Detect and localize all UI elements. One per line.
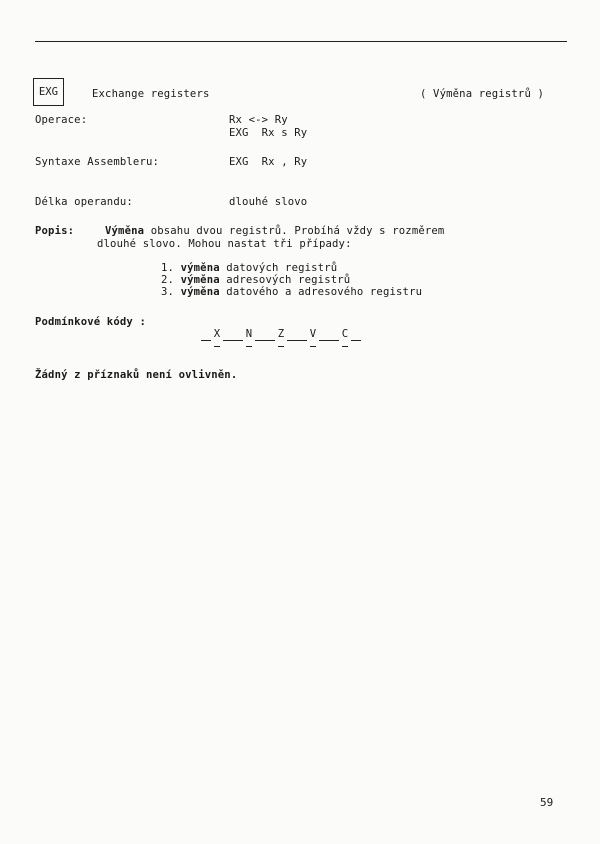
flags-note: Žádný z příznaků není ovlivněn. xyxy=(35,369,238,381)
delka-value: dlouhé slovo xyxy=(229,196,308,208)
condition-codes-label: Podmínkové kódy : xyxy=(35,316,146,328)
operace-label: Operace: xyxy=(35,114,88,126)
operace-line1: Rx <-> Ry xyxy=(229,114,288,126)
condition-flags xyxy=(200,328,362,341)
list-item: 3. výměna datového a adresového registru xyxy=(161,286,423,298)
popis-line1 xyxy=(105,225,444,237)
flag-x: X xyxy=(212,328,222,340)
syntaxe-value: EXG Rx , Ry xyxy=(229,156,308,168)
flag-separator xyxy=(351,328,361,341)
page-number: 59 xyxy=(540,796,554,809)
list-item: 2. výměna adresových registrů xyxy=(161,274,351,286)
mnemonic-box xyxy=(33,78,64,106)
flag-separator xyxy=(201,328,211,341)
popis-line1-rest: obsahu dvou registrů. Probíhá vždy s rozměrem xyxy=(144,225,445,237)
syntaxe-label: Syntaxe Assembleru: xyxy=(35,156,160,168)
flag-c: C xyxy=(340,328,350,340)
operace-line2: EXG Rx s Ry xyxy=(229,127,308,139)
flag-separator xyxy=(287,328,307,341)
cases-list xyxy=(161,262,422,298)
instruction-name-cz: ( Výměna registrů ) xyxy=(420,88,545,100)
delka-label: Délka operandu: xyxy=(35,196,133,208)
flag-z: Z xyxy=(276,328,286,340)
flag-separator xyxy=(255,328,275,341)
instruction-name: Exchange registers xyxy=(92,88,210,100)
flag-separator xyxy=(319,328,339,341)
flag-v: V xyxy=(308,328,318,340)
flag-separator xyxy=(223,328,243,341)
header-rule xyxy=(35,41,567,42)
flag-n: N xyxy=(244,328,254,340)
popis-line1-bold: Výměna xyxy=(105,225,145,237)
list-item: 1. výměna datových registrů xyxy=(161,262,338,274)
popis-label: Popis: xyxy=(35,225,75,237)
mnemonic: EXG xyxy=(38,86,59,98)
popis-line2: dlouhé slovo. Mohou nastat tři případy: xyxy=(97,238,352,250)
